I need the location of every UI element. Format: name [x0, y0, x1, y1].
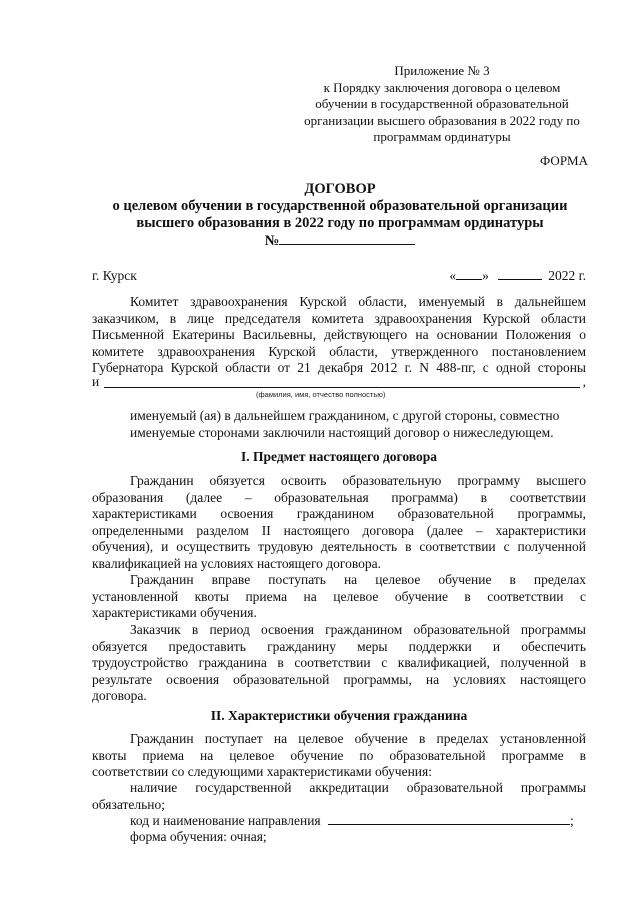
text-line: комитете здравоохранения Курской области, утвержденного постановлением	[92, 343, 586, 359]
text-line: квоты приема на целевое обучение по образовательной программе в	[92, 747, 586, 763]
number-sign: №	[264, 233, 280, 249]
text-line: установленной квоты приема на целевое обучение в соответствии с	[92, 588, 586, 604]
month-blank[interactable]	[498, 268, 542, 280]
text-line: характеристиками обучения.	[92, 605, 257, 620]
preamble-paragraph	[92, 294, 586, 377]
section-2-title: II. Характеристики обучения гражданина	[210, 708, 468, 723]
text-line: образования (далее – образовательная программа) в соответствии	[92, 489, 586, 505]
fill-caption: (фамилия, имя, отчество полностью)	[256, 390, 386, 399]
title-line: о целевом обучении в государственной образовательной организации	[112, 198, 568, 214]
text-line: трудоустройство гражданина в соответствии с квалификацией, полученной в	[92, 655, 586, 670]
contract-number-blank[interactable]	[279, 232, 415, 245]
text-line: Гражданин вправе поступать на целевое обучение в пределах	[130, 572, 586, 587]
direction-code-blank[interactable]	[328, 813, 570, 825]
title-line: ДОГОВОР	[304, 181, 376, 197]
city-name: г. Курск	[92, 268, 137, 283]
text-line: обучения), и осуществить трудовую деятельность в соответствии с полученной	[92, 539, 586, 554]
text-line: наличие государственной аккредитации образовательной программы	[130, 780, 586, 795]
form-label: ФОРМА	[540, 153, 588, 168]
text-line: именуемые сторонами заключили настоящий договор о нижеследующем.	[130, 424, 554, 440]
section-1-title: I. Предмет настоящего договора	[241, 449, 437, 464]
text-line: именуемый (ая) в дальнейшем гражданином, с другой стороны, совместно	[130, 408, 560, 423]
appendix-line: обучении в государственной образовательной	[315, 96, 569, 111]
contract-date	[449, 268, 586, 284]
text-line: Гражданин обязуется освоить образовательную программу высшего	[130, 473, 586, 488]
text-line: Комитет здравоохранения Курской области, именуемый в дальнейшем	[130, 294, 586, 309]
title-line: высшего образования в 2022 году по программам ординатуры	[136, 215, 544, 231]
text-line: квалификацией на условиях настоящего договора.	[92, 555, 382, 571]
date-year: 2022 г.	[548, 268, 586, 283]
text-line: Гражданин поступает на целевое обучение в пределах установленной	[130, 731, 586, 746]
section-1-paragraph-1	[92, 473, 586, 572]
text-line: Письменной Екатерины Васильевны, действующего на основании Положения о	[92, 327, 586, 342]
preamble-continuation	[92, 408, 586, 441]
direction-code-row	[130, 813, 586, 829]
appendix-line: организации высшего образования в 2022 году по	[304, 112, 580, 128]
day-blank[interactable]	[456, 268, 482, 280]
text-line: договора.	[92, 688, 147, 703]
section-1-paragraph-2	[92, 572, 586, 622]
form-of-study: форма обучения: очная;	[130, 829, 267, 844]
text-line: результате освоения образовательной программы, на условиях настоящего	[92, 671, 586, 687]
date-open-quote: «	[449, 268, 457, 283]
appendix-line: программам ординатуры	[373, 129, 511, 144]
direction-code-suffix: ;	[570, 813, 574, 828]
direction-code-label: код и наименование направления	[130, 813, 321, 828]
appendix-block	[292, 63, 592, 146]
appendix-line: Приложение № 3	[394, 63, 490, 78]
text-line: обязуется предоставить гражданину меры поддержки и обеспечить	[92, 638, 586, 654]
contract-title	[90, 181, 590, 250]
text-line: соответствии со следующими характеристиками обучения:	[92, 764, 432, 779]
citizen-name-row	[92, 374, 586, 390]
text-line: характеристиками освоения гражданином образовательной программы,	[92, 506, 586, 521]
fill-suffix: ,	[582, 374, 586, 389]
citizen-name-blank[interactable]	[104, 387, 580, 388]
section-2-paragraph-1	[92, 731, 586, 781]
appendix-line: к Порядку заключения договора о целевом	[323, 79, 561, 95]
text-line: обязательно;	[92, 796, 165, 812]
section-1-paragraph-3	[92, 622, 586, 705]
text-line: Заказчик в период освоения гражданином образовательной программы	[130, 622, 586, 637]
text-line: заказчиком, в лице председателя комитета здравоохранения Курской области	[92, 310, 586, 326]
text-line: определенными разделом II настоящего договора (далее – характеристики	[92, 522, 586, 538]
fill-prefix: и	[92, 374, 100, 389]
date-close-quote: »	[482, 268, 489, 283]
section-2-paragraph-2	[92, 780, 586, 813]
text-line: Губернатора Курской области от 21 декабря 2012 г. N 488-пг, с одной стороны	[92, 360, 586, 375]
contract-number-row	[90, 232, 590, 250]
